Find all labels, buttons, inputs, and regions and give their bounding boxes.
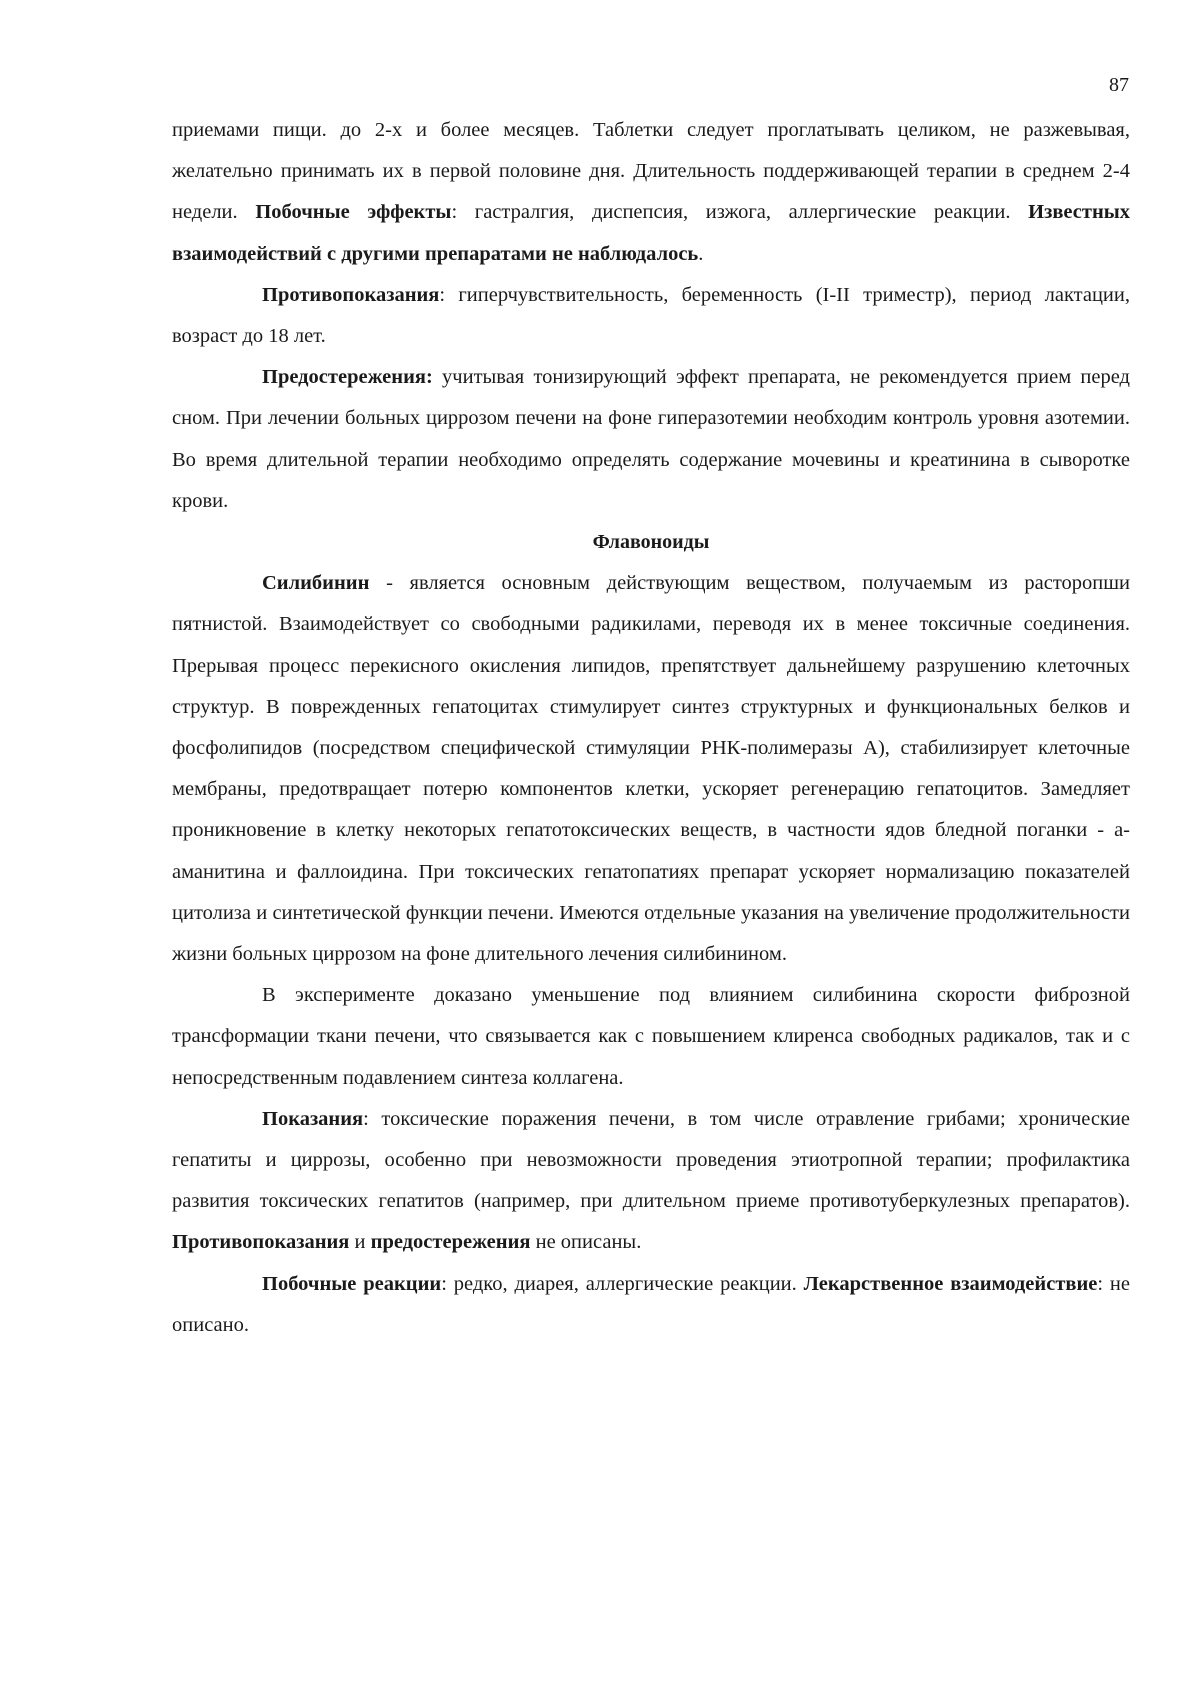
contraindications-label-2: Противопоказания <box>172 1231 350 1254</box>
paragraph-indications <box>172 1099 1130 1264</box>
experiment-text: В эксперименте доказано уменьшение под влиянием силибинина скорости фиброзной трансформации ткани печени, что связывается как с повышением клиренса свободных радикалов, так и с непосредственным подавлением синтеза коллагена. <box>172 984 1130 1089</box>
paragraph-side-reactions <box>172 1264 1130 1346</box>
contraindications-text: : гиперчувствительность, беременность (I-II триместр), период лактации, возраст до 18 лет. <box>172 283 1130 348</box>
silibinin-label: Силибинин <box>262 572 370 595</box>
contraindications-label: Противопоказания <box>262 283 440 306</box>
drug-interaction-text: : не описано. <box>172 1272 1130 1336</box>
silibinin-text: - является основным действующим веществом, получаемым из расторопши пятнистой. Взаимодействует со свободными радикилами, переводя их в менее токсичные соединения. Прерывая процесс перекисного окисления липидов, препятствует дальнейшему разрушению клеточных структур. В поврежденных гепатоцитах стимулирует синтез структурных и функциональных белков и фосфолипидов (посредством специфической стимуляции РНК-полимеразы А), стабилизирует клеточные мембраны, предотвращает потерю компонентов клетки, ускоряет регенерацию гепатоцитов. Замедляет проникновение в клетку некоторых гепатотоксических веществ, в частности ядов бледной поганки - а-аманитина и фаллоидина. При токсических гепатопатиях препарат ускоряет нормализацию показателей цитолиза и синтетической функции печени. Имеются отдельные указания на увеличение продолжительности жизни больных циррозом на фоне длительного лечения силибинином. <box>172 572 1130 966</box>
side-effects-text: : гастралгия, диспепсия, изжога, аллергические реакции. <box>451 201 1029 224</box>
paragraph-silibinin <box>172 563 1130 975</box>
side-reactions-label: Побочные реакции <box>262 1272 442 1295</box>
dosage-text: приемами пищи. до 2-х и более месяцев. Таблетки следует проглатывать целиком, не разжевывая, желательно принимать их в первой половине дня. Длительность поддерживающей терапии в среднем 2-4 недели. <box>172 119 1130 224</box>
paragraph-contraindications <box>172 275 1130 357</box>
indications-text: : токсические поражения печени, в том числе отравление грибами; хронические гепатиты и циррозы, особенно при невозможности проведения этиотропной терапии; профилактика развития токсических гепатитов (например, при длительном приеме противотуберкулезных препаратов). <box>172 1107 1130 1213</box>
precautions-label: Предостережения: <box>262 366 433 389</box>
not-described-text: не описаны. <box>530 1231 642 1254</box>
paragraph-precautions <box>172 357 1130 522</box>
page-number: 87 <box>1109 74 1129 96</box>
side-reactions-text: : редко, диарея, аллергические реакции. <box>441 1272 804 1295</box>
paragraph-experiment <box>172 975 1130 1099</box>
conjunction: и <box>349 1231 371 1254</box>
interactions-statement: Известных взаимодействий с другими препаратами не наблюдалось <box>172 201 1131 265</box>
precautions-label-2: предостережения <box>370 1231 531 1254</box>
drug-interaction-label: Лекарственное взаимодействие <box>803 1272 1098 1295</box>
paragraph-dosage-continued <box>172 110 1130 275</box>
side-effects-label: Побочные эффекты <box>255 201 452 224</box>
section-heading-flavonoids: Флавоноиды <box>592 531 710 554</box>
document-body <box>172 110 1130 1346</box>
indications-label: Показания <box>262 1107 364 1130</box>
period: . <box>698 242 704 265</box>
precautions-text: учитывая тонизирующий эффект препарата, не рекомендуется прием перед сном. При лечении больных циррозом печени на фоне гиперазотемии необходим контроль уровня азотемии. Во время длительной терапии необходимо определять содержание мочевины и креатинина в сыворотке крови. <box>172 366 1130 512</box>
